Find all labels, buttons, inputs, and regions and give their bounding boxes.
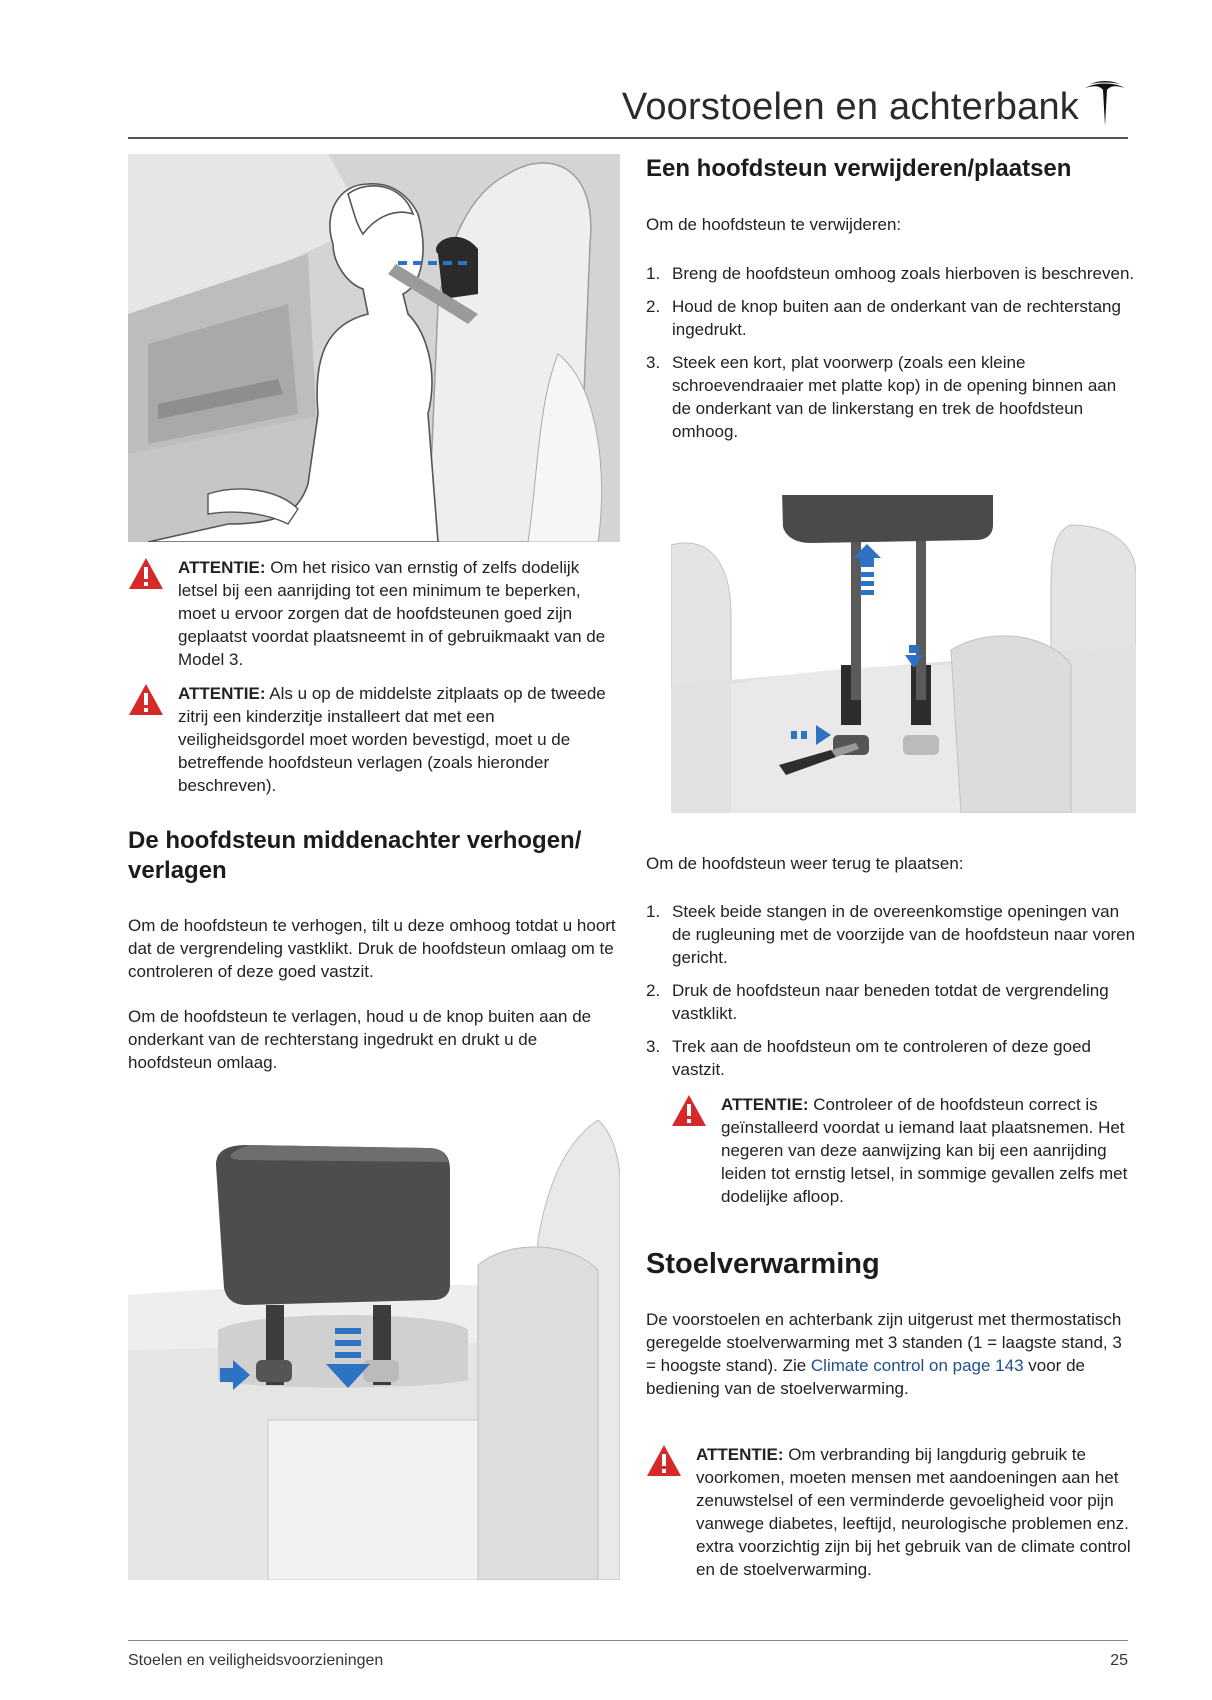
warning-install — [671, 1093, 1136, 1208]
climate-control-link[interactable]: Climate control on page 143 — [810, 1356, 1024, 1375]
install-steps-list — [646, 900, 1136, 1081]
tesla-logo — [1082, 80, 1128, 130]
figure-person-headrest — [128, 154, 620, 542]
footer-divider — [128, 1640, 1128, 1641]
warning-text: Controleer of de hoofdsteun correct is geïnstalleerd voordat u iemand laat plaatsnemen. Het negeren van deze aanwijzing kan bij een aanrijding leiden tot ernstig letsel, in sommige gevallen zelfs met dodelijke afloop. — [721, 1095, 1128, 1206]
figure-headrest-lower — [128, 1120, 620, 1580]
list-item: 3. Trek aan de hoofdsteun om te controleren of deze goed vastzit. — [646, 1037, 1091, 1079]
list-item: 2. Druk de hoofdsteun naar beneden totdat de vergrendeling vastklikt. — [646, 981, 1109, 1023]
warning-headrest-position — [128, 556, 620, 671]
warning-text: Om verbranding bij langdurig gebruik te voorkomen, moeten mensen met aandoeningen aan het zenuwstelsel of een verminderde gevoeligheid voor pijn vanwege diabetes, leeftijd, neurologische problemen enz. extra voorzichtig zijn bij het gebruik van de climate control en de stoelverwarming. — [696, 1445, 1131, 1579]
paragraph-raise: Om de hoofdsteun te verhogen, tilt u deze omhoog totdat u hoort dat de vergrendeling vastklikt. Druk de hoofdsteun omlaag om te controleren of deze goed vastzit. — [128, 916, 616, 981]
warning-text: Als u op de middelste zitplaats op de tweede zitrij een kinderzitje installeert dat met een veiligheidsgordel moet worden bevestigd, moet u de betreffende hoofdsteun verlagen (zoals hieronder beschreven). — [178, 684, 606, 795]
paragraph-lower: Om de hoofdsteun te verlagen, houd u de knop buiten aan de onderkant van de rechterstang ingedrukt en drukt u de hoofdsteun omlaag. — [128, 1007, 592, 1072]
page-number: 25 — [1110, 1652, 1128, 1669]
warning-seat-heating — [646, 1443, 1136, 1581]
warning-triangle-icon — [671, 1094, 707, 1127]
paragraph-seat-heating: De voorstoelen en achterbank zijn uitgerust met thermostatisch geregelde stoelverwarming met 3 standen (1 = laagste stand, 3 = hoogste stand). Zie Climate control on page 143 voor de bediening van de stoelverwarming. — [646, 1310, 1122, 1398]
warning-text: Om het risico van ernstig of zelfs dodelijk letsel bij een aanrijding tot een minimum te beperken, moet u ervoor zorgen dat de hoofdsteunen goed zijn geplaatst voordat plaatsneemt in of gebruikmaakt van de Model 3. — [178, 558, 606, 669]
header-divider — [128, 137, 1128, 139]
figure-headrest-remove — [671, 495, 1136, 813]
warning-triangle-icon — [128, 557, 164, 590]
remove-steps-list — [646, 262, 1136, 443]
warning-triangle-icon — [128, 683, 164, 716]
page-title: Voorstoelen en achterbank — [621, 86, 1079, 128]
list-item: 2. Houd de knop buiten aan de onderkant van de rechterstang ingedrukt. — [646, 297, 1121, 339]
warning-label: ATTENTIE: — [721, 1095, 809, 1114]
section-heading-raise-lower: De hoofdsteun middenachter verhogen/ verlagen — [128, 827, 582, 884]
intro-install: Om de hoofdsteun weer terug te plaatsen: — [646, 854, 964, 873]
warning-label: ATTENTIE: — [178, 558, 266, 577]
warning-label: ATTENTIE: — [178, 684, 266, 703]
warning-triangle-icon — [646, 1444, 682, 1477]
warning-label: ATTENTIE: — [696, 1445, 784, 1464]
section-heading-seat-heating: Stoelverwarming — [646, 1248, 880, 1280]
warning-child-seat — [128, 682, 620, 797]
intro-remove: Om de hoofdsteun te verwijderen: — [646, 215, 902, 234]
section-heading-remove-install: Een hoofdsteun verwijderen/plaatsen — [646, 155, 1072, 182]
list-item: 1. Steek beide stangen in de overeenkomstige openingen van de rugleuning met de voorzijde van de hoofdsteun naar voren gericht. — [646, 902, 1136, 967]
footer-section: Stoelen en veiligheidsvoorzieningen — [128, 1652, 384, 1669]
list-item: 3. Steek een kort, plat voorwerp (zoals een kleine schroevendraaier met platte kop) in de opening binnen aan de onderkant van de linkerstang en trek de hoofdsteun omhoog. — [646, 353, 1117, 441]
list-item: 1. Breng de hoofdsteun omhoog zoals hierboven is beschreven. — [646, 264, 1135, 283]
